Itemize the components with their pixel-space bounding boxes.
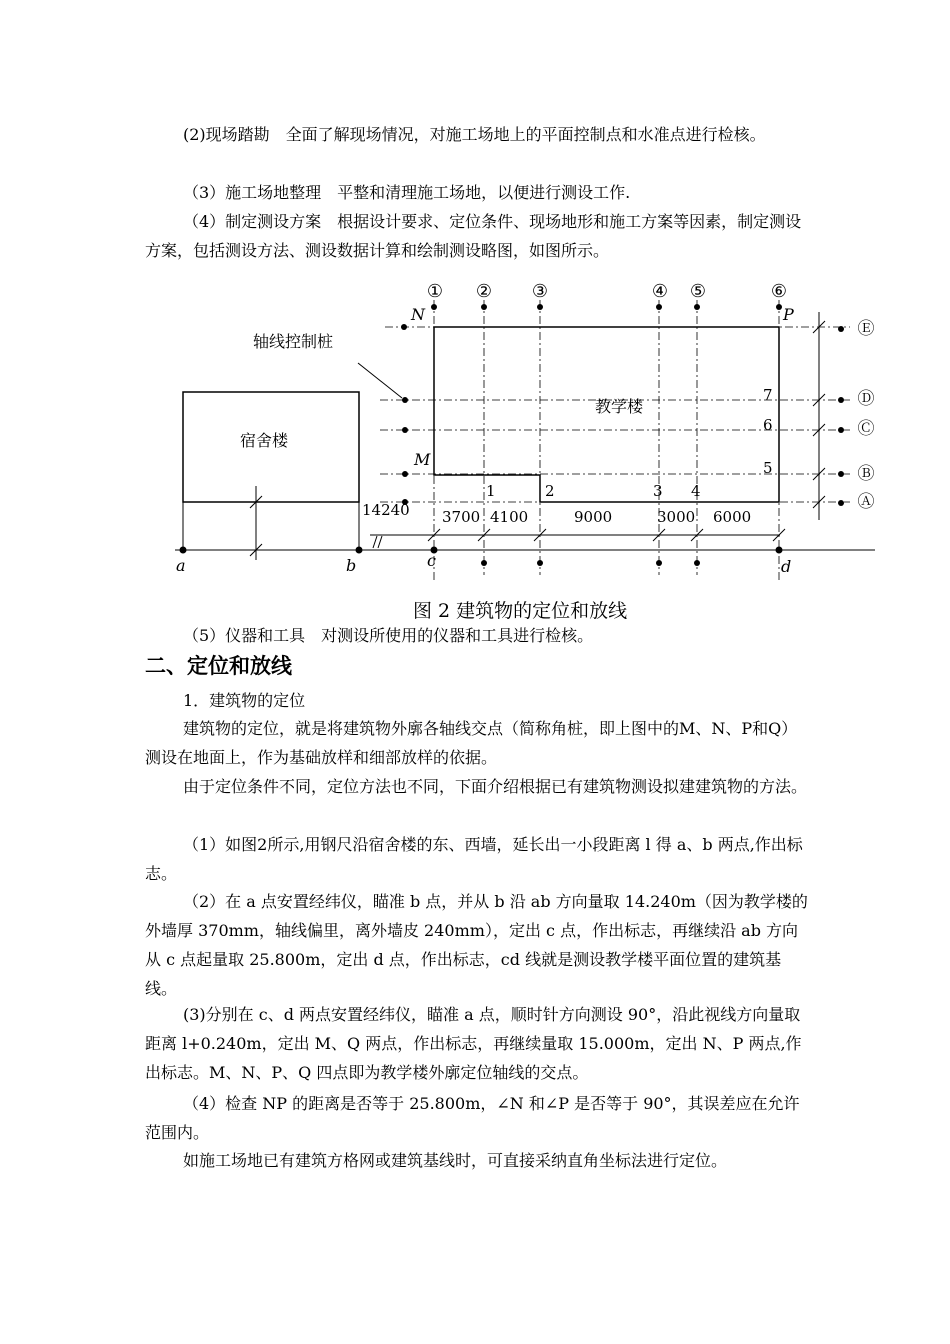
inner-point-7: 7 — [763, 386, 773, 404]
axis-marker-5: ⑤ — [689, 281, 707, 302]
body-paragraph: 如施工场地已有建筑方格网或建筑基线时，可直接采纳直角坐标法进行定位。 — [183, 1151, 728, 1170]
dimension-4100: 4100 — [490, 508, 529, 526]
axis-marker-D: Ⓓ — [857, 389, 875, 409]
corner-N-label: N — [411, 305, 425, 324]
dormitory-label: 宿舍楼 — [240, 431, 289, 450]
control-pile — [402, 471, 408, 477]
axis-marker-C: Ⓒ — [857, 419, 875, 439]
corner-M-label: M — [414, 450, 431, 469]
control-pile — [694, 304, 700, 310]
inner-point-5: 5 — [763, 459, 773, 477]
body-paragraph: （4）检查 NP 的距离是否等于 25.800m，∠N 和∠P 是否等于 90°，其误差应在允许范围内。 — [145, 1094, 800, 1142]
dimension-3700: 3700 — [442, 508, 481, 526]
teaching-building-label: 教学楼 — [595, 397, 644, 416]
inner-point-6: 6 — [763, 416, 773, 434]
instruments-paragraph: （5）仪器和工具 对测设所使用的仪器和工具进行检核。 — [183, 626, 594, 645]
axis-marker-3: ③ — [531, 281, 549, 302]
axis-marker-B: Ⓑ — [857, 464, 875, 484]
leader-line — [358, 363, 402, 398]
intro-paragraph-3: （3）施工场地整理 平整和清理施工场地，以便进行测设工作. — [183, 183, 631, 202]
dimension-9000: 9000 — [574, 508, 613, 526]
axis-marker-A: Ⓐ — [857, 492, 875, 512]
dimension-14240: 14240 — [362, 501, 410, 519]
control-pile — [402, 427, 408, 433]
control-pile — [838, 427, 844, 433]
point-a-label: a — [176, 556, 186, 575]
inner-point-4: 4 — [691, 482, 701, 500]
control-pile — [838, 500, 844, 506]
control-pile — [537, 304, 543, 310]
axis-marker-2: ② — [475, 281, 493, 302]
body-paragraph: 由于定位条件不同，定位方法也不同，下面介绍根据已有建筑物测设拟建建筑物的方法。 — [183, 777, 808, 796]
point-b — [356, 547, 363, 554]
inner-point-3: 3 — [653, 482, 663, 500]
body-paragraph: 建筑物的定位，就是将建筑物外廓各轴线交点（简称角桩，即上图中的M、N、P和Q）测设在地面上，作为基础放样和细部放样的依据。 — [145, 719, 798, 767]
figure-caption: 图 2 建筑物的定位和放线 — [413, 600, 628, 622]
positioning-figure — [0, 0, 950, 600]
control-pile — [656, 560, 662, 566]
control-pile — [838, 326, 844, 332]
axis-marker-1: ① — [426, 281, 444, 302]
body-paragraph: (3)分别在 c、d 两点安置经纬仪，瞄准 a 点，顺时针方向测设 90°，沿此视线方向量取距离 l+0.240m，定出 M、Q 两点，作出标志，再继续量取 15.000m，定出 N、P 两点,作出标志。M、N、P、Q 四点即为教学楼外廓定位轴线的交点。 — [145, 1005, 802, 1082]
axis-marker-E: Ⓔ — [857, 319, 875, 339]
control-pile-label: 轴线控制桩 — [253, 332, 334, 351]
point-d-label: d — [781, 557, 792, 576]
point-d — [776, 547, 783, 554]
dimension-3000: 3000 — [657, 508, 696, 526]
corner-P-label: P — [783, 305, 794, 324]
control-pile — [838, 397, 844, 403]
control-pile — [481, 304, 487, 310]
control-pile — [431, 304, 437, 310]
control-pile — [537, 560, 543, 566]
control-pile — [694, 560, 700, 566]
point-c-label: c — [427, 551, 436, 570]
control-pile — [481, 560, 487, 566]
point-a — [180, 547, 187, 554]
intro-paragraph-2: (2)现场踏勘 全面了解现场情况，对施工场地上的平面控制点和水准点进行检核。 — [183, 125, 766, 144]
point-b-label: b — [346, 556, 357, 575]
axis-marker-6: ⑥ — [770, 281, 788, 302]
control-pile — [838, 471, 844, 477]
section-heading: 二、定位和放线 — [145, 654, 292, 678]
dimension-6000: 6000 — [713, 508, 752, 526]
control-pile — [656, 304, 662, 310]
control-pile — [776, 304, 782, 310]
subsection-title: 1．建筑物的定位 — [183, 691, 306, 710]
intro-paragraph-4: （4）制定测设方案 根据设计要求、定位条件、现场地形和施工方案等因素，制定测设方案，包括测设方法、测设数据计算和绘制测设略图，如图所示。 — [145, 212, 802, 260]
inner-point-2: 2 — [545, 482, 555, 500]
body-paragraph: （2）在 a 点安置经纬仪，瞄准 b 点，并从 b 沿 ab 方向量取 14.240m（因为教学楼的外墙厚 370mm，轴线偏里，离外墙皮 240mm），定出 c 点，作出标志，再继续沿 ab 方向从 c 点起量取 25.800m，定出 d 点，作出标志，cd 线就是测设教学楼平面位置的建筑基线。 — [145, 892, 808, 998]
body-paragraph: （1）如图2所示,用钢尺沿宿舍楼的东、西墙，延长出一小段距离 l 得 a、b 两点,作出标志。 — [145, 835, 803, 883]
control-pile — [401, 324, 407, 330]
axis-marker-4: ④ — [651, 281, 669, 302]
inner-point-1: 1 — [486, 482, 496, 500]
control-pile — [402, 397, 408, 403]
